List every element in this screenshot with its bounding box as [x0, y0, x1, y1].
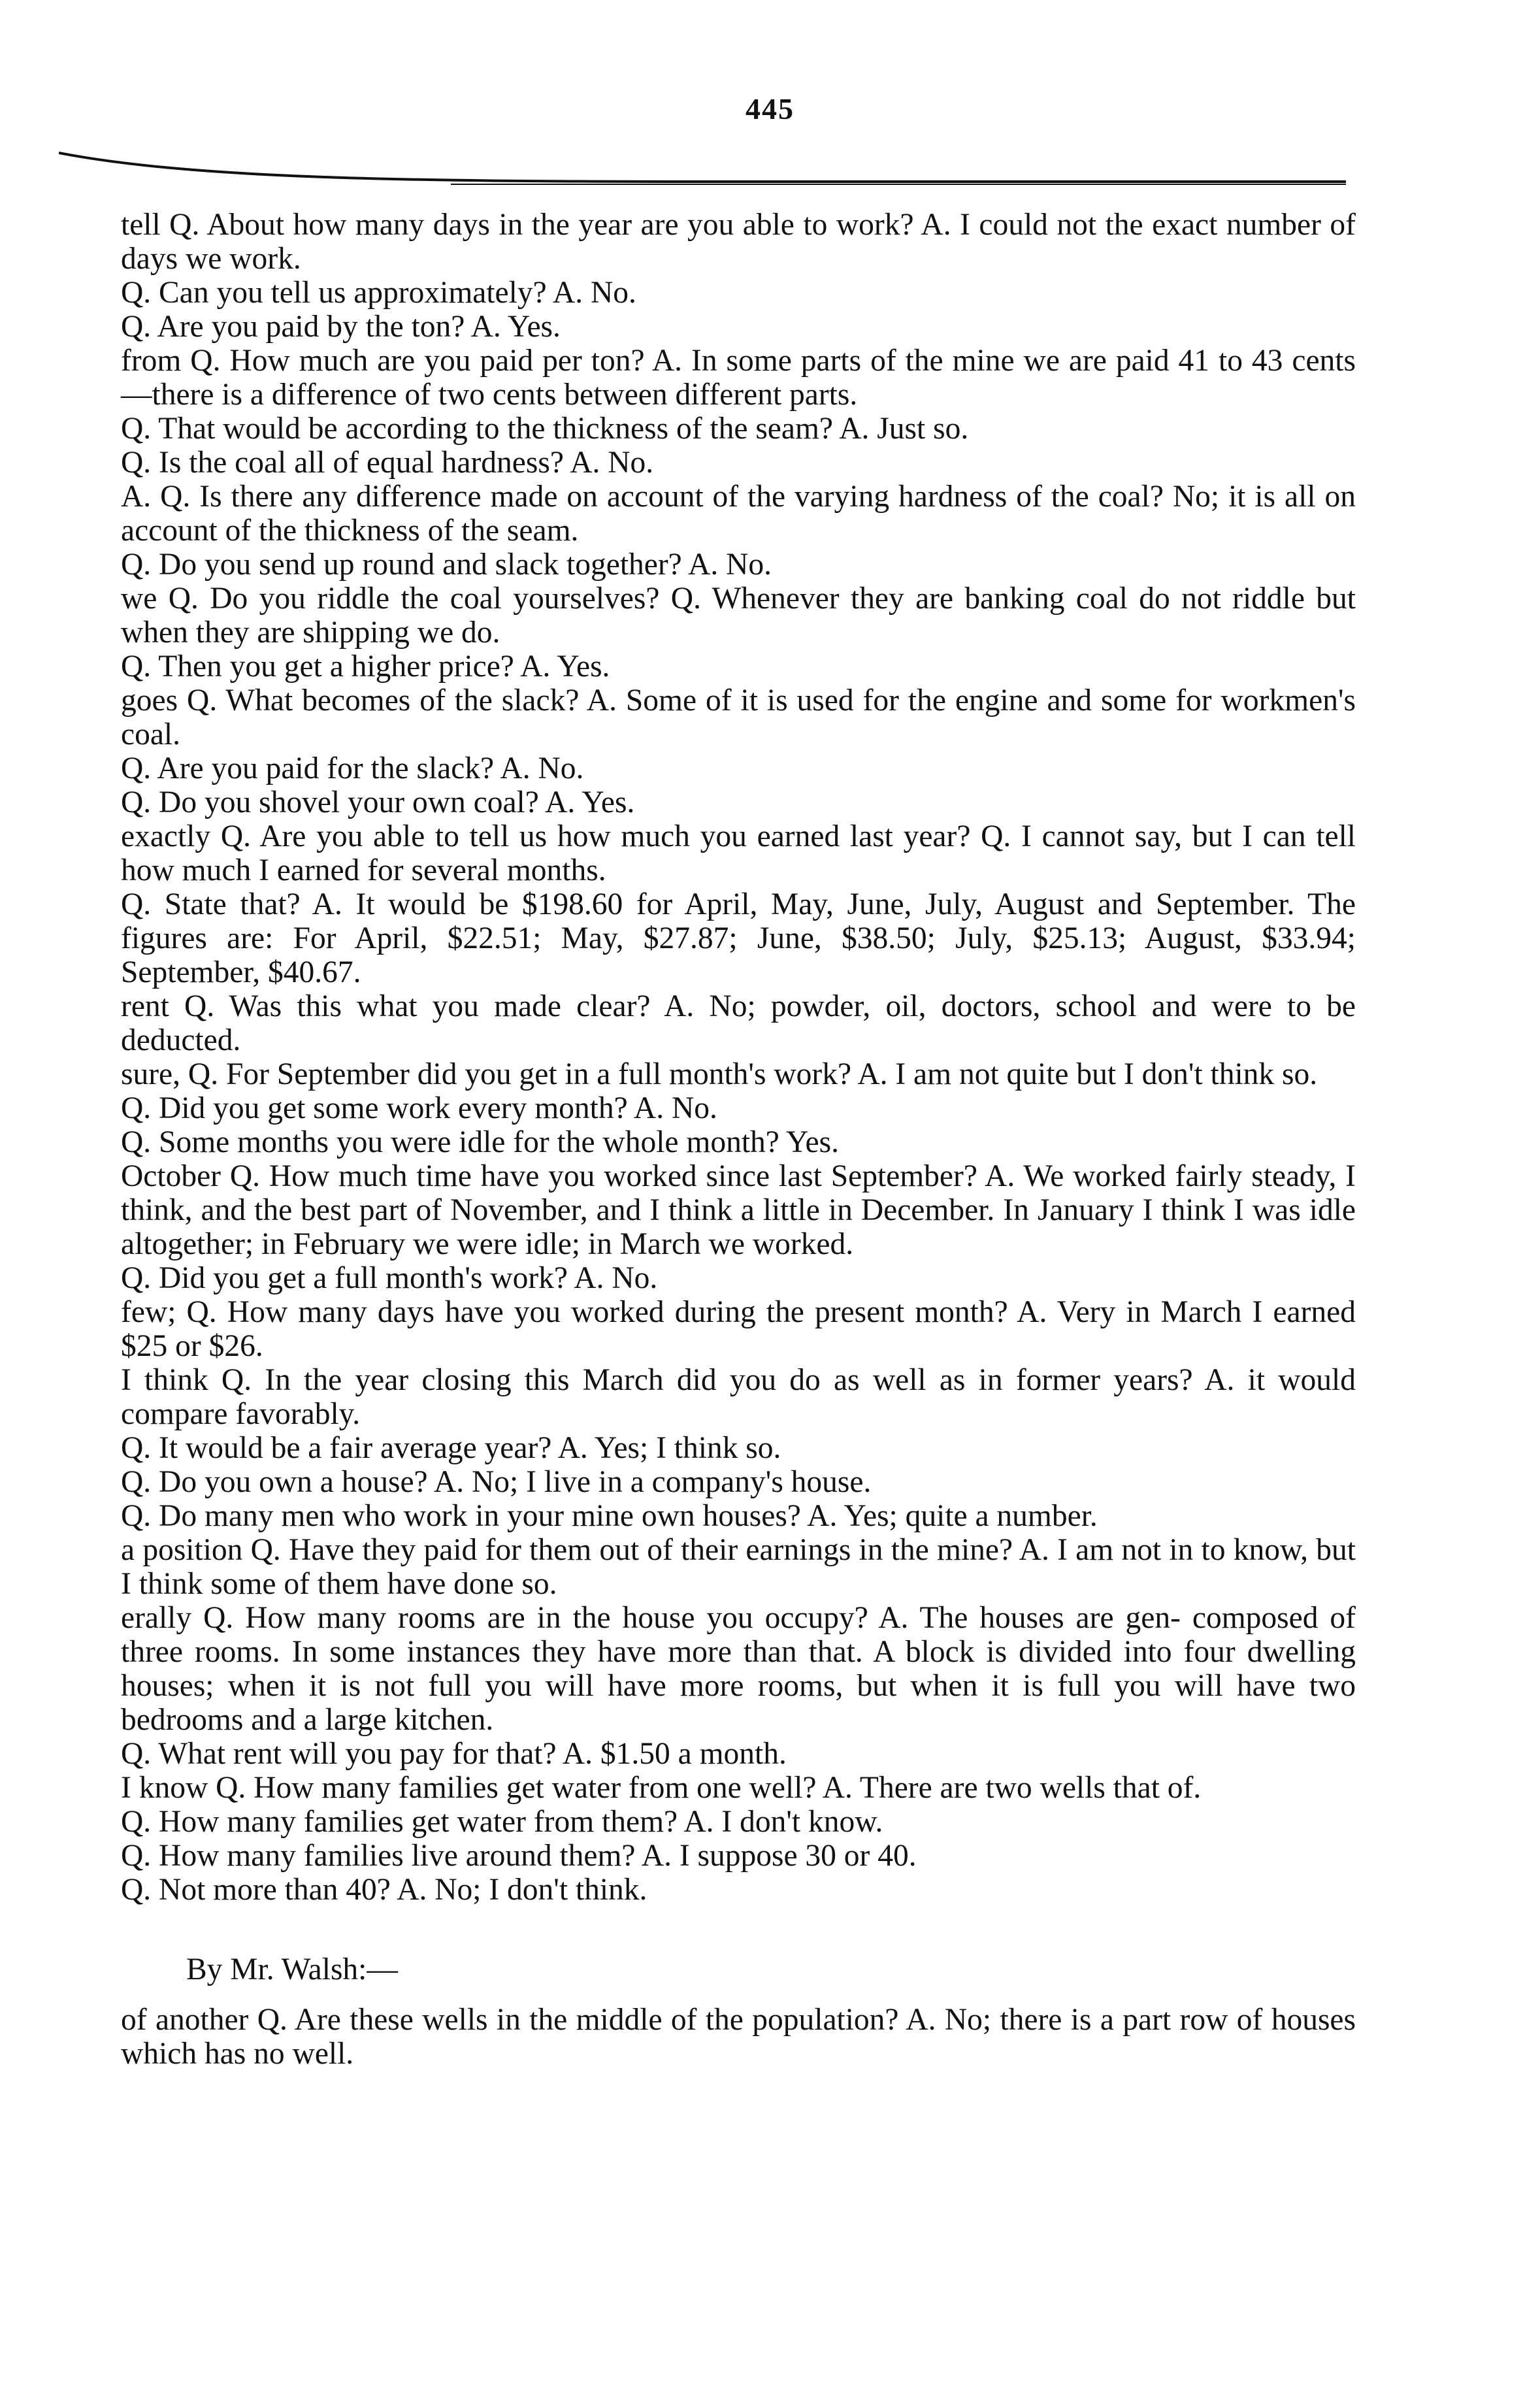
paragraph: Q. Did you get a full month's work? A. No. — [121, 1261, 658, 1295]
paragraph: Q. Do you shovel your own coal? A. Yes. — [121, 785, 635, 819]
paragraph: Q. What rent will you pay for that? A. $1.50 a month. — [121, 1737, 787, 1771]
paragraph: I know Q. How many families get water from one well? A. There are two wells that of. — [121, 1771, 1202, 1805]
paragraph: I think Q. In the year closing this March did you do as well as in former years? A. it would compare favorably. — [121, 1363, 1356, 1431]
header-rule — [59, 152, 1346, 186]
paragraph: Q. That would be according to the thickness of the seam? A. Just so. — [121, 412, 969, 446]
paragraph: Q. Is the coal all of equal hardness? A. No. — [121, 446, 654, 480]
paragraph: from Q. How much are you paid per ton? A. In some parts of the mine we are paid 41 to 43 cents—there is a difference of two cents between different parts. — [121, 344, 1356, 412]
paragraph: erally Q. How many rooms are in the house you occupy? A. The houses are gen- composed of three rooms. In some instances they have more than that. A block is divided into four dwelling houses; when it is not full you will have more rooms, but when it is full you will have two bedrooms and a large kitchen. — [121, 1601, 1356, 1737]
paragraph: Q. Did you get some work every month? A. No. — [121, 1091, 717, 1125]
paragraph: goes Q. What becomes of the slack? A. Some of it is used for the engine and some for workmen's coal. — [121, 684, 1356, 751]
paragraph: Q. Are you paid by the ton? A. Yes. — [121, 310, 561, 344]
paragraph: we Q. Do you riddle the coal yourselves? Q. Whenever they are banking coal do not riddle but when they are shipping we do. — [121, 582, 1356, 650]
paragraph: Q. How many families get water from them? A. I don't know. — [121, 1805, 883, 1839]
paragraph: Q. Can you tell us approximately? A. No. — [121, 276, 636, 310]
paragraph: Q. Not more than 40? A. No; I don't think. — [121, 1873, 647, 1907]
closing-paragraph: of another Q. Are these wells in the middle of the population? A. No; there is a part row of houses which has no well. — [121, 2003, 1356, 2071]
paragraph: October Q. How much time have you worked since last September? A. We worked fairly steady, I think, and the best part of November, and I think a little in December. In January I think I was idle altogether; in February we were idle; in March we worked. — [121, 1159, 1356, 1261]
paragraph: Q. Do you own a house? A. No; I live in a company's house. — [121, 1465, 872, 1499]
paragraph: Q. Are you paid for the slack? A. No. — [121, 751, 584, 785]
paragraph: Q. Do many men who work in your mine own houses? A. Yes; quite a number. — [121, 1499, 1098, 1533]
paragraph: sure, Q. For September did you get in a full month's work? A. I am not quite but I don't think so. — [121, 1057, 1318, 1091]
paragraph: Q. It would be a fair average year? A. Yes; I think so. — [121, 1431, 781, 1465]
testimony-text — [121, 208, 1356, 2071]
paragraph: exactly Q. Are you able to tell us how much you earned last year? Q. I cannot say, but I can tell how much I earned for several months. — [121, 819, 1356, 887]
paragraph: Q. Then you get a higher price? A. Yes. — [121, 650, 610, 684]
paragraph: Q. Do you send up round and slack together? A. No. — [121, 548, 772, 582]
paragraph: Q. State that? A. It would be $198.60 for April, May, June, July, August and September. The figures are: For April, $22.51; May, $27.87; June, $38.50; July, $25.13; August, $33.94; September, $40.67. — [121, 887, 1356, 989]
page-number: 445 — [745, 92, 795, 125]
paragraph: A. Q. Is there any difference made on account of the varying hardness of the coal? No; it is all on account of the thickness of the seam. — [121, 480, 1356, 548]
paragraph: tell Q. About how many days in the year are you able to work? A. I could not the exact number of days we work. — [121, 208, 1356, 276]
paragraph: rent Q. Was this what you made clear? A. No; powder, oil, doctors, school and were to be deducted. — [121, 989, 1356, 1057]
paragraph: Q. How many families live around them? A. I suppose 30 or 40. — [121, 1839, 917, 1873]
byline: By Mr. Walsh:— — [186, 1952, 398, 1986]
paragraph: Q. Some months you were idle for the whole month? Yes. — [121, 1125, 839, 1159]
paragraph: a position Q. Have they paid for them out of their earnings in the mine? A. I am not in to know, but I think some of them have done so. — [121, 1533, 1356, 1601]
paragraph: few; Q. How many days have you worked during the present month? A. Very in March I earned $25 or $26. — [121, 1295, 1356, 1363]
